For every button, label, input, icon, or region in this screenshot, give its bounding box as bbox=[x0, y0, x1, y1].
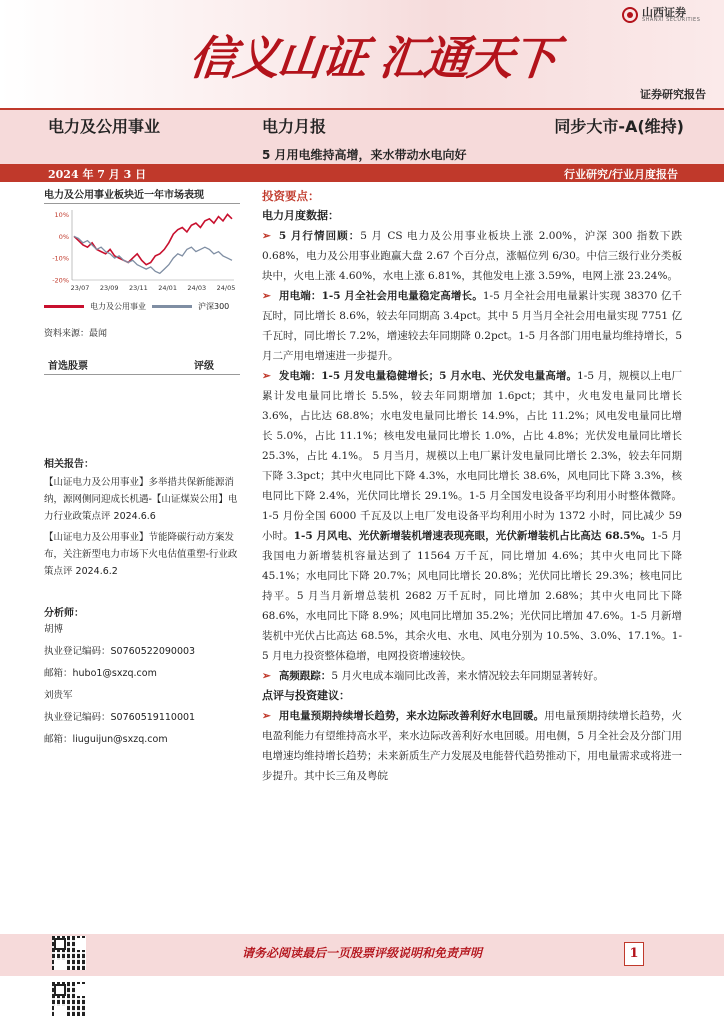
chart-title: 电力及公用事业板块近一年市场表现 bbox=[44, 186, 240, 204]
industry-name: 电力及公用事业 bbox=[48, 117, 161, 136]
page-number: 1 bbox=[624, 942, 644, 966]
analyst-cert: 执业登记编码：S0760519110001 bbox=[44, 712, 196, 723]
analyst-email[interactable]: 邮箱：hubo1@sxzq.com bbox=[44, 668, 157, 679]
bullet-bold-tail: 1-5 月风电、光伏新增装机增速表现亮眼，光伏新增装机占比高达 68.5%。 bbox=[293, 530, 652, 542]
report-type: 证券研究报告 bbox=[640, 88, 706, 101]
section-advice: 点评与投资建议： bbox=[262, 689, 350, 702]
bullet-arrow-icon: ➢ bbox=[262, 230, 271, 242]
bullet-head: 5 月行情回顾： bbox=[278, 230, 361, 242]
y-tick-label: -10% bbox=[52, 254, 69, 263]
report-category: 行业研究/行业月度报告 bbox=[563, 168, 678, 181]
company-logo bbox=[622, 7, 700, 23]
x-tick-label: 23/11 bbox=[129, 284, 148, 292]
series-line-index bbox=[74, 236, 232, 273]
bullet-market-review bbox=[262, 226, 682, 286]
analysts bbox=[44, 619, 240, 751]
qr-code-icon bbox=[52, 982, 86, 1016]
y-tick-label: 10% bbox=[54, 210, 69, 219]
bullet-text: 1-5 月全社会用电量累计实现 38370 亿千瓦时，同比增长 8.6%，较去年同期高 3.4pct。其中 5 月当月全社会用电量实现 7751 亿千瓦时，同比增长 7.2%，增速较去年同期降 0.2pct。1-5 月各部门用电量均维持增长，5 月二产用电增速进一步提升。 bbox=[262, 290, 683, 362]
logo-icon bbox=[622, 7, 638, 23]
legend-swatch-sector bbox=[44, 305, 84, 308]
bullet-text: 5 月火电成本端同比改善，来水情况较去年同期显著转好。 bbox=[331, 670, 604, 682]
related-report-item[interactable]: 【山证电力及公用事业】节能降碳行动方案发布，关注新型电力市场下火电估值重塑-行业政策点评 2024.6.2 bbox=[44, 532, 238, 577]
y-tick-label: 0% bbox=[58, 232, 69, 241]
x-tick-label: 24/03 bbox=[187, 284, 207, 292]
bullet-arrow-icon: ➢ bbox=[262, 290, 271, 302]
bullet-head: 用电端：1-5 月全社会用电量稳定高增长。 bbox=[278, 290, 483, 302]
related-reports bbox=[44, 474, 240, 580]
bullet-head: 发电端：1-5 月发电量稳健增长；5 月水电、光伏发电量高增。 bbox=[278, 370, 578, 382]
related-report-item[interactable]: 【山证电力及公用事业】多举措共保新能源消纳，源网侧同迎成长机遇-【山证煤炭公用】电力行业政策点评 2024.6.6 bbox=[44, 477, 238, 522]
main-content bbox=[262, 186, 682, 786]
bullet-advice bbox=[262, 706, 682, 786]
stock-table-header bbox=[44, 357, 240, 375]
rating: 同步大市-A(维持) bbox=[554, 117, 684, 136]
stock-header-rating: 评级 bbox=[194, 361, 214, 372]
slogan: 信义山证 汇通天下 bbox=[186, 31, 559, 85]
bullet-text: 5 月 CS 电力及公用事业板块上涨 2.00%，沪深 300 指数下跌 0.68%，电力及公用事业跑赢大盘 2.67 个百分点，涨幅位列 6/30。中信三级行业分类板块中，火电上涨 4.60%，水电上涨 6.81%，其他发电上涨 3.59%，电网上涨 23.24%。 bbox=[262, 230, 682, 282]
analysts-title: 分析师： bbox=[44, 608, 84, 619]
series-line-sector bbox=[74, 214, 232, 264]
bullet-text: 1-5 月，规模以上电厂累计发电量同比增长 5.5%，较去年同期增加 1.6pct；其中，火电发电量同比增长 3.6%，占比达 68.8%；水电发电量同比增长 14.9%，占比 11.2%；风电发电量同比增长 5.0%，占比 11.1%；核电发电量同比增长 1.0%，占比 4.8%；光伏发电量同比增长 25.3%，占比 4.1%。 5 月当月，规模以上电厂累计发电量同比增长 2.3%，较去年同期下降 3.3pct；其中火电同比下降 4.3%，水电同比增长 38.6%，风电同比下降 3.3%，核电同比下降 2.4%，光伏同比增长 29.1%。1-5 月全国发电设备平均利用小时整体微降。1-5 月份全国 6000 千瓦及以上电厂发电设备平均利用小时为 1372 小时，同比减少 59 小时。 bbox=[262, 370, 682, 542]
x-tick-label: 23/09 bbox=[99, 284, 119, 292]
legend-label-sector: 电力及公用事业 bbox=[90, 302, 146, 311]
bullet-head: 用电量预期持续增长趋势，来水边际改善利好水电回暖。 bbox=[278, 710, 545, 722]
disclaimer[interactable]: 请务必阅读最后一页股票评级说明和免责声明 bbox=[241, 946, 482, 960]
x-tick-label: 24/05 bbox=[216, 284, 236, 292]
chart-legend bbox=[44, 301, 240, 312]
legend-swatch-index bbox=[152, 305, 192, 308]
report-date: 2024 年 7 月 3 日 bbox=[48, 168, 147, 181]
bullet-arrow-icon: ➢ bbox=[262, 370, 271, 382]
x-tick-label: 24/01 bbox=[158, 284, 177, 292]
performance-chart bbox=[44, 204, 240, 296]
legend-label-index: 沪深300 bbox=[198, 302, 230, 311]
bullet-generation bbox=[262, 366, 682, 666]
x-tick-label: 23/07 bbox=[70, 284, 90, 292]
y-tick-label: -20% bbox=[52, 276, 69, 285]
analyst-email[interactable]: 邮箱：liuguijun@sxzq.com bbox=[44, 734, 168, 745]
bullet-high-frequency bbox=[262, 666, 682, 686]
logo-subtext: SHANXI SECURITIES bbox=[642, 17, 701, 23]
analyst-cert: 执业登记编码：S0760522090003 bbox=[44, 646, 196, 657]
bullet-demand bbox=[262, 286, 682, 366]
chart-source: 资料来源：最闻 bbox=[44, 329, 108, 339]
bullet-text: 1-5 月我国电力新增装机容量达到了 11564 万千瓦，同比增加 4.6%；其中火电同比下降 45.1%；水电同比下降 20.7%；风电同比增长 20.8%；光伏同比增长 29.3%；核电同比持平。5 月当月新增总装机 2682 万千瓦时，同比增加 2.68%；其中火电同比下降 68.6%，水电同比下降 8.9%；风电同比增加 35.2%；光伏同比增加 47.6%。1-5 月新增装机中光伏占比高达 68.5%，其余火电、水电、风电分别为 10.5%、3.0%、17.1%。1-5 月电力投资整体稳增，电网投资增速较快。 bbox=[262, 530, 683, 662]
analyst-name: 胡博 bbox=[44, 624, 64, 635]
related-reports-title: 相关报告： bbox=[44, 459, 94, 470]
analyst-name: 刘贵军 bbox=[44, 690, 73, 701]
bullet-arrow-icon: ➢ bbox=[262, 670, 271, 682]
report-subtitle: 5 月用电维持高增，来水带动水电向好 bbox=[262, 148, 467, 162]
sidebar bbox=[44, 186, 240, 751]
bullet-arrow-icon: ➢ bbox=[262, 710, 271, 722]
report-name: 电力月报 bbox=[262, 117, 327, 136]
bullet-text: 用电量预期持续增长趋势，火电盈利能力有望维持高水平，来水边际改善利好水电回暖。用电侧，5 月全社会及分部门用电增速均维持增长趋势；未来新质生产力发展及电能替代趋势推动下，用电量需求或将进一步提升。其中长三角及粤皖 bbox=[262, 710, 683, 782]
section-investment-points: 投资要点： bbox=[262, 189, 320, 203]
stock-header-name: 首选股票 bbox=[48, 361, 88, 372]
logo-text: 山西证券 bbox=[642, 6, 686, 19]
bullet-head: 高频跟踪： bbox=[278, 670, 332, 682]
section-monthly-data: 电力月度数据： bbox=[262, 209, 339, 222]
